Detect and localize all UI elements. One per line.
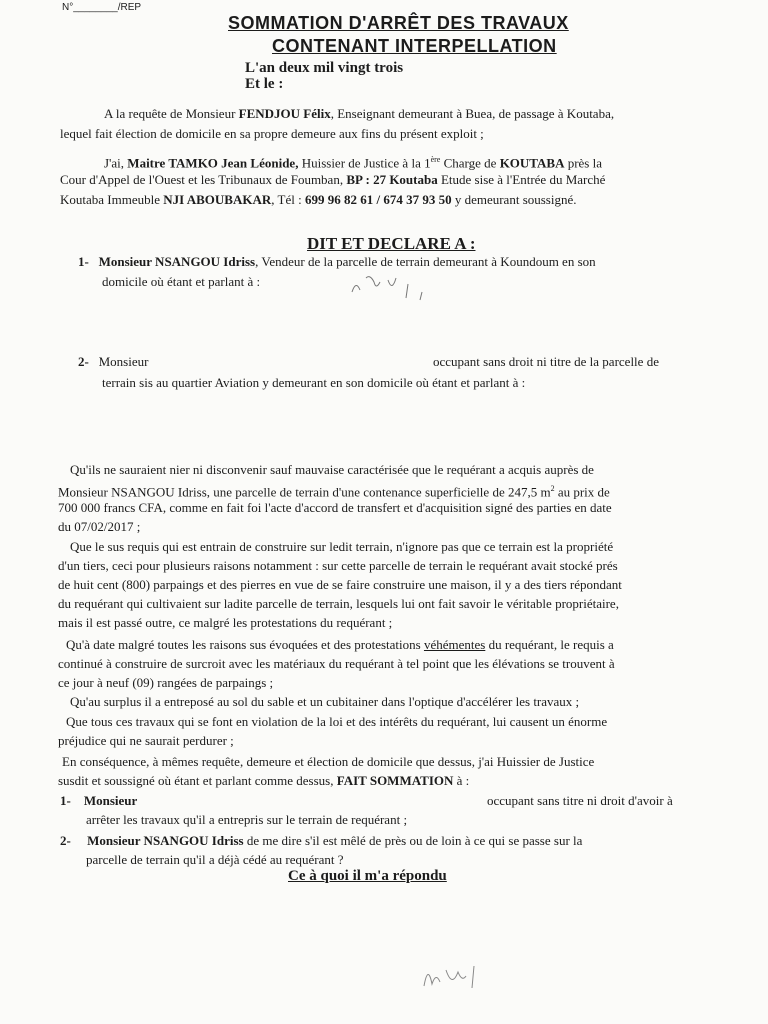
- intro-line-4: Cour d'Appel de l'Ouest et les Tribunaux de Foumban, BP : 27 Koutaba Etude sise à l'Entrée du Marché: [60, 172, 606, 187]
- body-p2-l1: Que le sus requis qui est entrain de construire sur ledit terrain, n'ignore pas que ce terrain est la propriété: [70, 539, 614, 554]
- declare-item-2-right: occupant sans droit ni titre de la parcelle de: [433, 354, 659, 369]
- summons-item-1: 1- Monsieur: [60, 793, 138, 808]
- date-line-1: L'an deux mil vingt trois: [245, 60, 404, 76]
- body-p1-l4: du 07/02/2017 ;: [58, 519, 141, 534]
- declare-item-2: 2- Monsieur: [78, 354, 149, 369]
- declare-item-1-line-2: domicile où étant et parlant à :: [102, 274, 261, 289]
- intro-line-1: A la requête de Monsieur FENDJOU Félix, Enseignant demeurant à Buea, de passage à Koutaba,: [104, 106, 615, 121]
- handwritten-annotation: [348, 270, 438, 306]
- body-p5-l2: préjudice qui ne saurait perdurer ;: [58, 733, 234, 748]
- summons-item-1-right: occupant sans titre ni droit d'avoir à: [487, 793, 673, 808]
- bailiff-name: Maitre TAMKO Jean Léonide,: [127, 155, 299, 171]
- seller-name: Monsieur NSANGOU Idriss: [98, 254, 256, 269]
- body-p4-l1: Qu'au surplus il a entreposé au sol du sable et un cubitainer dans l'optique d'accélérer les travaux ;: [70, 694, 580, 709]
- summons-item-1-line-2: arrêter les travaux qu'il a entrepris sur le terrain de requérant ;: [86, 812, 408, 827]
- title-line-2: CONTENANT INTERPELLATION: [272, 36, 557, 56]
- intro-line-3: J'ai, Maitre TAMKO Jean Léonide, Huissier de Justice à la 1ère Charge de KOUTABA près la: [104, 155, 602, 171]
- reference-number: N°________/REP: [62, 2, 142, 13]
- declare-item-2-line-2: terrain sis au quartier Aviation y demeurant en son domicile où étant et parlant à :: [102, 375, 526, 390]
- requester-name: FENDJOU Félix: [238, 106, 331, 121]
- summons-item-2: 2- Monsieur NSANGOU Idriss de me dire s'il est mêlé de près ou de loin à ce qui se passe sur la: [60, 833, 583, 848]
- body-p1-l2: Monsieur NSANGOU Idriss, une parcelle de terrain d'une contenance superficielle de 247,5 $m^2$ au prix de: [58, 484, 610, 500]
- phone-numbers: 699 96 82 61 / 674 37 93 50: [304, 192, 452, 207]
- body-p6-l2: susdit et soussigné où étant et parlant comme dessus, FAIT SOMMATION à :: [58, 773, 470, 788]
- body-p5-l1: Que tous ces travaux qui se font en violation de la loi et des intérêts du requérant, lui causent un énorme: [66, 714, 608, 729]
- body-p3-l1: Qu'à date malgré toutes les raisons sus évoquées et des protestations véhémentes du requérant, le requis a: [66, 637, 614, 652]
- section-heading: DIT ET DECLARE A :: [307, 234, 476, 253]
- summons-item-2-line-2: parcelle de terrain qu'il a déjà cédé au requérant ?: [86, 852, 344, 867]
- body-p6-l1: En conséquence, à mêmes requête, demeure et élection de domicile que dessus, j'ai Huissier de Justice: [62, 754, 595, 769]
- body-p2-l3: de huit cent (800) parpaings et des pierres en vue de se faire construire une maison, il y a des tiers répondant: [58, 577, 622, 592]
- body-p1-l3: 700 000 francs CFA, comme en fait foi l'acte d'accord de transfert et d'acquisition signé des parties en date: [58, 500, 612, 515]
- body-p3-l3: ce jour à neuf (09) rangées de parpaings ;: [58, 675, 274, 690]
- body-p2-l2: d'un tiers, ceci pour plusieurs raisons notamment : sur cette parcelle de terrain le requérant avait stocké prés: [58, 558, 618, 573]
- title-line-1: SOMMATION D'ARRÊT DES TRAVAUX: [228, 13, 569, 33]
- intro-line-5: Koutaba Immeuble NJI ABOUBAKAR, Tél : 699 96 82 61 / 674 37 93 50 y demeurant soussigné.: [60, 192, 577, 207]
- body-p3-l2: continué à construire de surcroit avec les matériaux du requérant à tel point que les élévations se trouvent à: [58, 656, 615, 671]
- body-p2-l5: mais il est passé outre, ce malgré les protestations du requérant ;: [58, 615, 393, 630]
- declare-item-1: 1- Monsieur NSANGOU Idriss, Vendeur de la parcelle de terrain demeurant à Koundoum en son: [78, 254, 596, 269]
- body-p2-l4: du requérant qui cultivaient sur ladite parcelle de terrain, lesquels lui ont fait savoir le véritable propriétaire,: [58, 596, 619, 611]
- body-p1-l1: Qu'ils ne sauraient nier ni disconvenir sauf mauvaise caractérisée que le requérant a acquis auprès de: [70, 462, 594, 477]
- closing-line: Ce à quoi il m'a répondu: [288, 868, 447, 884]
- date-line-2: Et le :: [245, 76, 284, 92]
- signature-scribble: [418, 958, 488, 992]
- intro-line-2: lequel fait élection de domicile en sa propre demeure aux fins du présent exploit ;: [60, 126, 484, 141]
